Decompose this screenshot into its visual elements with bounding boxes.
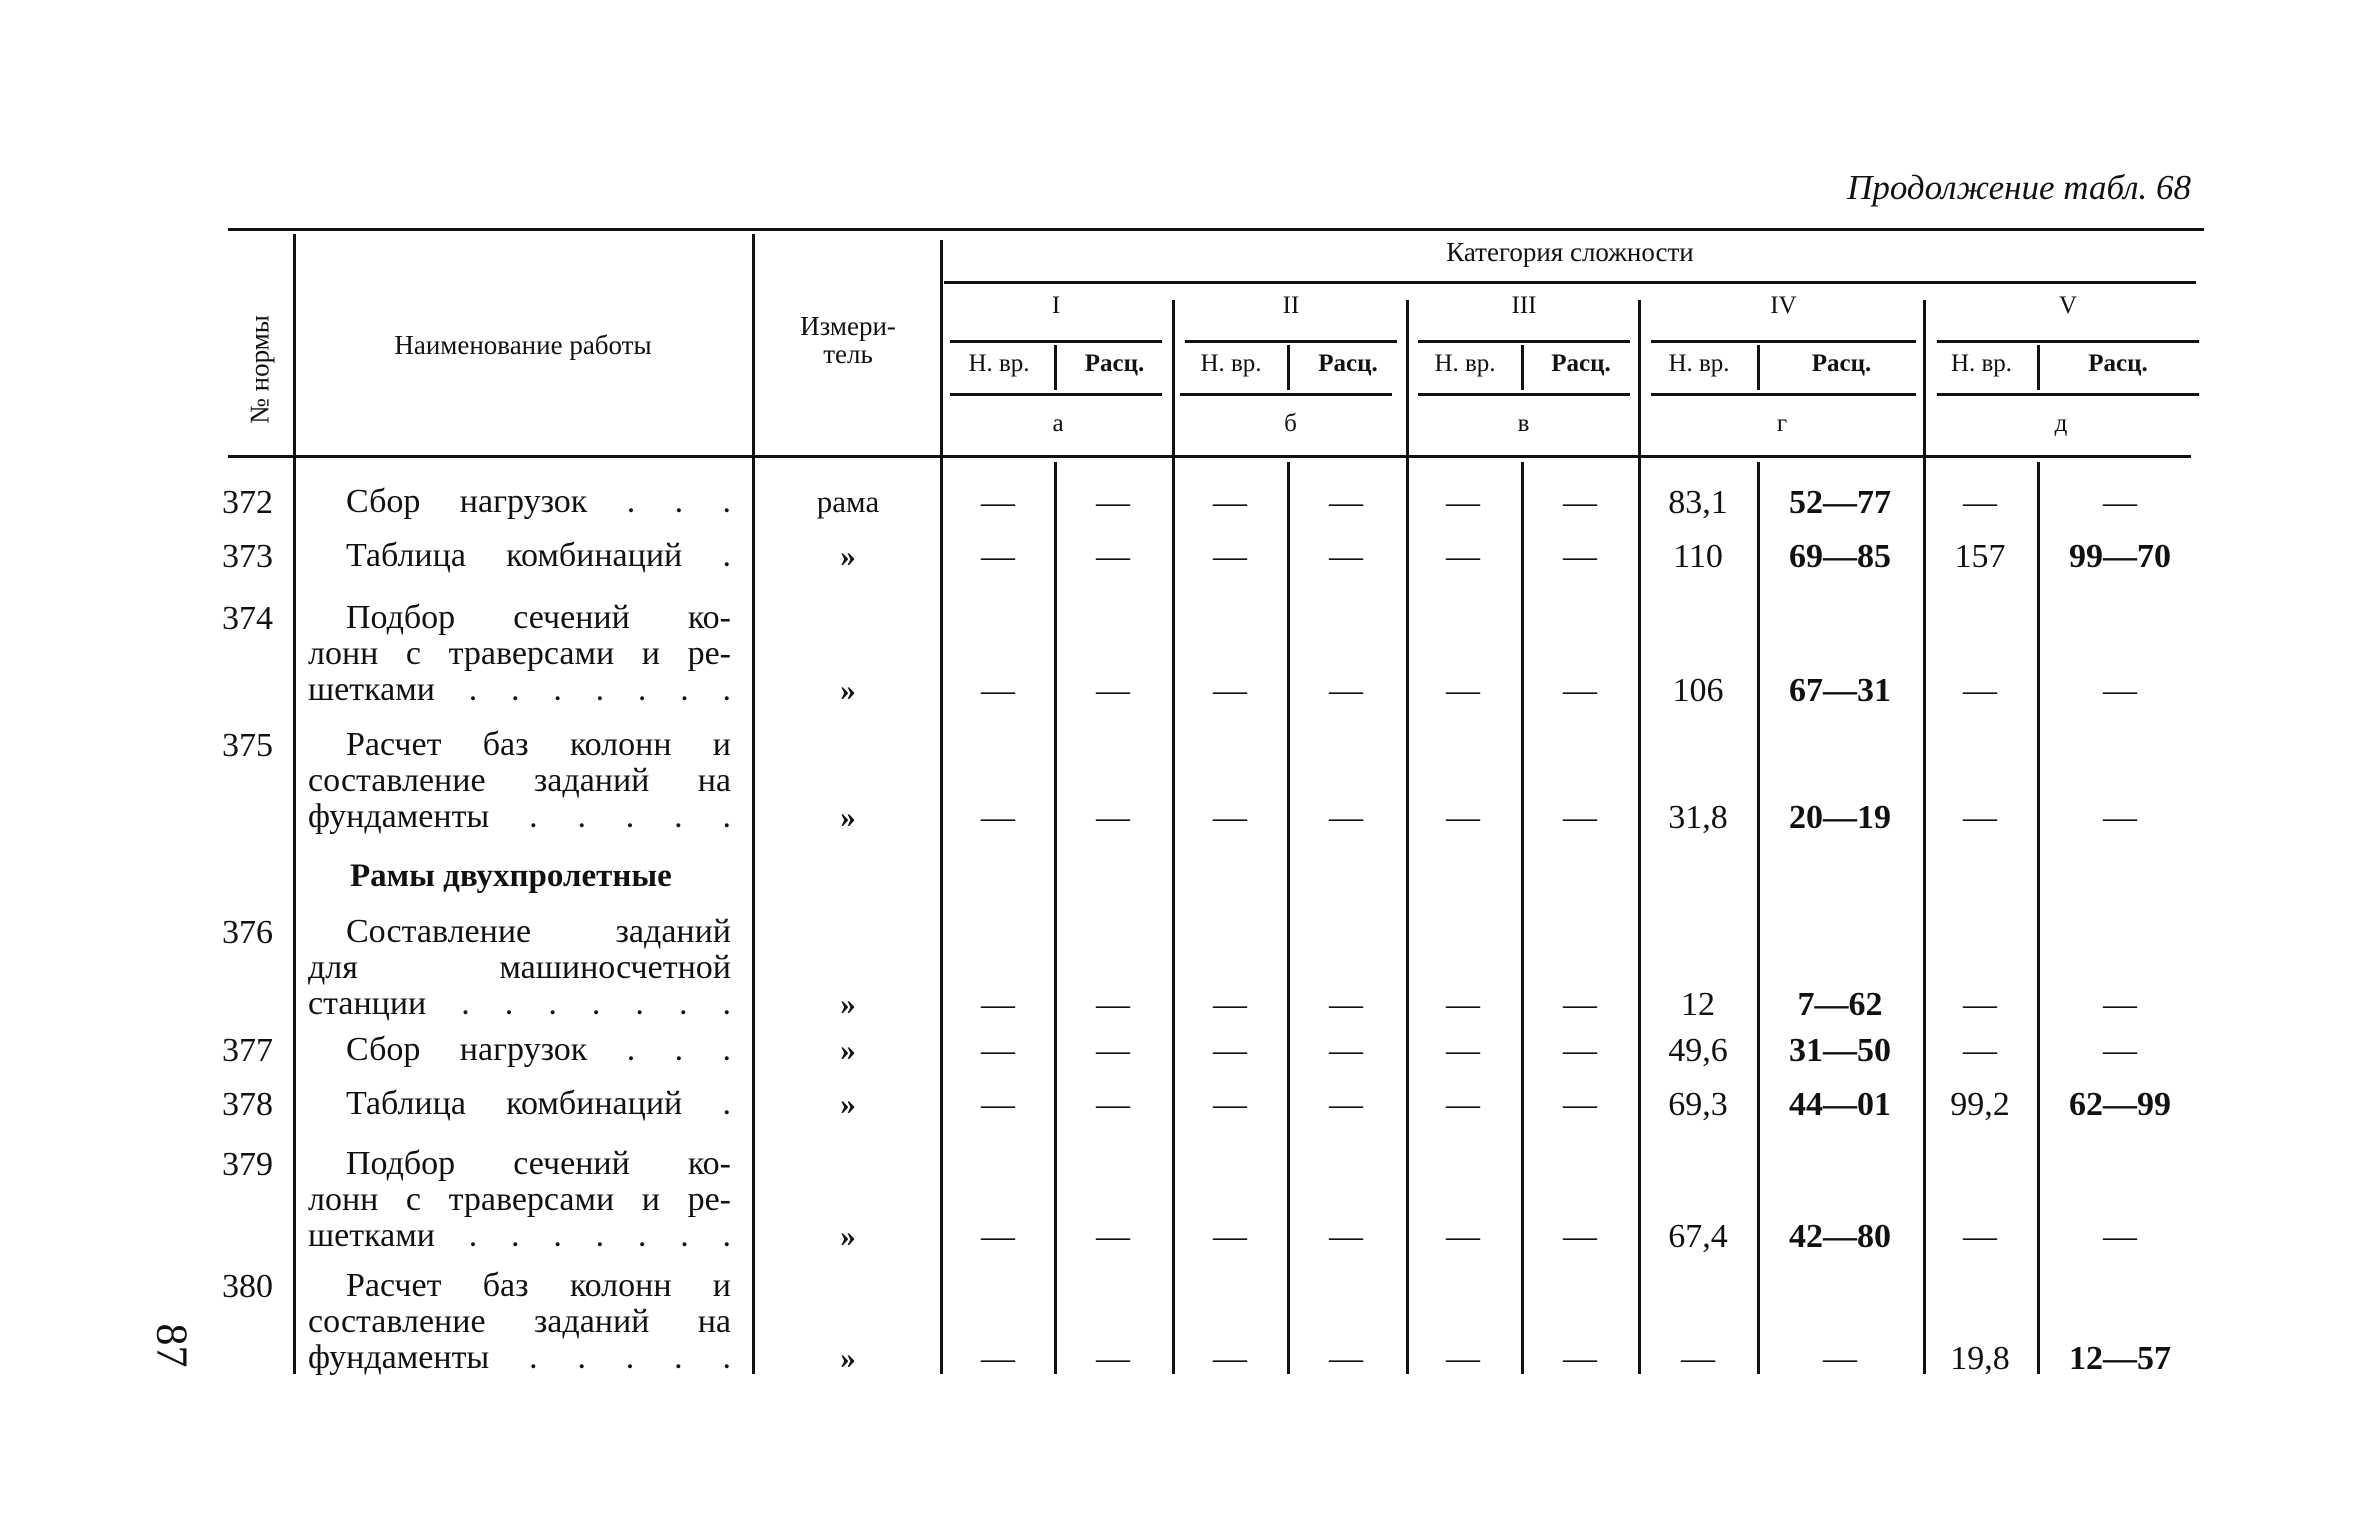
rate-cell: 99—70 bbox=[2069, 538, 2171, 575]
rate-cell: 42—80 bbox=[1789, 1218, 1891, 1255]
rate-cell: 12—57 bbox=[2069, 1340, 2171, 1377]
header-norm-number: № нормы bbox=[244, 315, 275, 424]
norm-time-cell: 99,2 bbox=[1950, 1086, 2010, 1123]
work-name-line: Подбор сечений ко- bbox=[346, 599, 731, 636]
norm-time-cell: — bbox=[1963, 1218, 1997, 1255]
norm-time-cell: — bbox=[1446, 986, 1480, 1023]
group-rule bbox=[1937, 340, 2199, 343]
rate-cell: — bbox=[1563, 799, 1597, 836]
norm-number: 380 bbox=[222, 1268, 273, 1305]
norm-time-cell: — bbox=[1963, 672, 1997, 709]
work-name-line: станции . . . . . . . bbox=[308, 985, 731, 1022]
rate-cell: — bbox=[2103, 1218, 2137, 1255]
norm-time-cell: — bbox=[981, 672, 1015, 709]
group-letter: д bbox=[2054, 410, 2068, 437]
header-work-name: Наименование работы bbox=[394, 330, 652, 360]
work-name-line: для машиносчетной bbox=[308, 949, 731, 986]
norm-time-cell: — bbox=[981, 538, 1015, 575]
norm-number: 374 bbox=[222, 600, 273, 637]
rate-cell: — bbox=[1563, 484, 1597, 521]
rate-cell: 69—85 bbox=[1789, 538, 1891, 575]
norm-time-cell: — bbox=[1213, 1218, 1247, 1255]
rate-cell: — bbox=[1096, 1032, 1130, 1069]
norm-time-cell: 110 bbox=[1673, 538, 1723, 575]
norm-time-cell: 157 bbox=[1954, 538, 2006, 575]
subheader-nvr: Н. вр. bbox=[968, 350, 1030, 377]
norm-time-cell: — bbox=[981, 484, 1015, 521]
rate-cell: — bbox=[1096, 484, 1130, 521]
norm-time-cell: 49,6 bbox=[1668, 1032, 1728, 1069]
work-name-line: Сбор нагрузок . . . bbox=[346, 483, 731, 520]
group-rule bbox=[1651, 340, 1916, 343]
work-name-line: Таблица комбинаций . bbox=[346, 537, 731, 574]
work-name-line: Сбор нагрузок . . . bbox=[346, 1031, 731, 1068]
norm-time-cell: — bbox=[1213, 484, 1247, 521]
rate-cell: 62—99 bbox=[2069, 1086, 2171, 1123]
rate-cell: — bbox=[1096, 986, 1130, 1023]
norm-number: 376 bbox=[222, 914, 273, 951]
work-name-line: Расчет баз колонн и bbox=[346, 1267, 731, 1304]
section-heading: Рамы двухпролетные bbox=[350, 858, 672, 894]
norm-time-cell: — bbox=[1446, 1218, 1480, 1255]
rate-cell: 20—19 bbox=[1789, 799, 1891, 836]
norm-time-cell: — bbox=[1213, 672, 1247, 709]
header-unit: Измери- тель bbox=[800, 311, 896, 369]
norm-time-cell: — bbox=[1963, 799, 1997, 836]
norm-time-cell: — bbox=[1446, 672, 1480, 709]
col-divider bbox=[1054, 462, 1057, 1374]
rate-cell: — bbox=[1563, 538, 1597, 575]
subheader-rasc: Расц. bbox=[1811, 350, 1872, 377]
norm-time-cell: — bbox=[1963, 1032, 1997, 1069]
norm-number: 372 bbox=[222, 484, 273, 521]
col-divider bbox=[1172, 300, 1175, 1374]
rate-cell: — bbox=[1329, 986, 1363, 1023]
work-name-line: составление заданий на bbox=[308, 1303, 731, 1340]
norm-time-cell: — bbox=[1213, 538, 1247, 575]
norm-time-cell: — bbox=[1681, 1340, 1715, 1377]
col-divider bbox=[1923, 300, 1926, 1374]
rate-cell: — bbox=[1329, 1086, 1363, 1123]
norm-time-cell: — bbox=[1446, 799, 1480, 836]
norm-time-cell: — bbox=[1963, 484, 1997, 521]
group-rule bbox=[1418, 340, 1630, 343]
norm-time-cell: — bbox=[1213, 799, 1247, 836]
subheader-rasc: Расц. bbox=[1318, 350, 1378, 377]
subheader-rasc: Расц. bbox=[2088, 350, 2148, 377]
unit-cell: » bbox=[840, 1032, 856, 1067]
norm-time-cell: — bbox=[981, 1340, 1015, 1377]
rate-cell: 31—50 bbox=[1789, 1032, 1891, 1069]
rate-cell: — bbox=[2103, 672, 2137, 709]
subheader-nvr: Н. вр. bbox=[1434, 350, 1496, 377]
subheader-rasc: Расц. bbox=[1551, 350, 1611, 377]
norm-time-cell: — bbox=[1446, 484, 1480, 521]
work-name-line: лонн с траверсами и ре- bbox=[308, 1181, 731, 1218]
norm-time-cell: — bbox=[981, 799, 1015, 836]
rate-cell: — bbox=[1563, 672, 1597, 709]
rate-cell: 52—77 bbox=[1789, 484, 1891, 521]
col-divider bbox=[1406, 300, 1409, 1374]
rate-cell: — bbox=[1096, 538, 1130, 575]
work-name-line: шетками . . . . . . . bbox=[308, 671, 731, 708]
col-divider bbox=[1757, 462, 1760, 1374]
norm-time-cell: — bbox=[981, 1218, 1015, 1255]
subheader-rasc: Расц. bbox=[1084, 350, 1145, 377]
unit-cell: » bbox=[840, 986, 856, 1021]
group-rule bbox=[1937, 393, 2199, 396]
unit-cell: » bbox=[840, 1340, 856, 1375]
norm-time-cell: 67,4 bbox=[1668, 1218, 1728, 1255]
group-roman: III bbox=[1511, 292, 1537, 319]
unit-cell: » bbox=[840, 538, 856, 573]
work-name-line: Составление заданий bbox=[346, 913, 731, 950]
category-rule bbox=[944, 281, 2196, 284]
work-name-line: Таблица комбинаций . bbox=[346, 1085, 731, 1122]
rate-cell: — bbox=[1096, 1340, 1130, 1377]
rate-cell: — bbox=[1329, 1218, 1363, 1255]
rate-cell: — bbox=[1563, 1032, 1597, 1069]
norm-time-cell: — bbox=[981, 986, 1015, 1023]
norm-number: 375 bbox=[222, 727, 273, 764]
norm-time-cell: — bbox=[1213, 986, 1247, 1023]
work-name-line: фундаменты . . . . . bbox=[308, 1339, 731, 1376]
norm-time-cell: 31,8 bbox=[1668, 799, 1728, 836]
norm-time-cell: — bbox=[981, 1032, 1015, 1069]
unit-cell: » bbox=[840, 672, 856, 707]
rate-cell: — bbox=[1823, 1340, 1857, 1377]
unit-cell: рама bbox=[816, 484, 880, 519]
rate-cell: — bbox=[1563, 1086, 1597, 1123]
group-letter: г bbox=[1776, 410, 1788, 437]
rate-cell: — bbox=[1563, 1218, 1597, 1255]
col-divider bbox=[2037, 462, 2040, 1374]
rate-cell: 67—31 bbox=[1789, 672, 1891, 709]
norm-time-cell: 69,3 bbox=[1668, 1086, 1728, 1123]
work-name-line: шетками . . . . . . . bbox=[308, 1217, 731, 1254]
norm-time-cell: — bbox=[1213, 1340, 1247, 1377]
rate-cell: — bbox=[1329, 1340, 1363, 1377]
rate-cell: — bbox=[1096, 799, 1130, 836]
group-roman: II bbox=[1282, 292, 1300, 319]
col-divider bbox=[1638, 300, 1641, 1374]
col-divider bbox=[1521, 462, 1524, 1374]
page-number: 87 bbox=[147, 1323, 197, 1368]
rate-cell: — bbox=[1329, 799, 1363, 836]
norm-time-cell: 106 bbox=[1672, 672, 1724, 709]
group-rule bbox=[1185, 340, 1397, 343]
col-divider bbox=[752, 234, 755, 1374]
work-name-line: лонн с траверсами и ре- bbox=[308, 635, 731, 672]
rate-cell: — bbox=[1096, 1086, 1130, 1123]
norm-time-cell: 19,8 bbox=[1950, 1340, 2010, 1377]
group-roman: IV bbox=[1770, 292, 1797, 319]
group-rule bbox=[950, 340, 1162, 343]
col-divider bbox=[293, 234, 296, 1374]
subheader-nvr: Н. вр. bbox=[1668, 350, 1730, 377]
group-letter: в bbox=[1517, 410, 1530, 437]
norm-time-cell: 83,1 bbox=[1668, 484, 1728, 521]
rate-cell: 7—62 bbox=[1797, 986, 1883, 1023]
norm-number: 379 bbox=[222, 1146, 273, 1183]
unit-cell: » bbox=[840, 799, 856, 834]
rate-cell: — bbox=[1096, 672, 1130, 709]
work-name-line: составление заданий на bbox=[308, 762, 731, 799]
group-roman: I bbox=[1051, 292, 1061, 319]
work-name-line: фундаменты . . . . . bbox=[308, 798, 731, 835]
norm-time-cell: — bbox=[981, 1086, 1015, 1123]
rate-cell: — bbox=[2103, 484, 2137, 521]
unit-cell: » bbox=[840, 1218, 856, 1253]
norm-number: 373 bbox=[222, 538, 273, 575]
header-category: Категория сложности bbox=[1446, 237, 1694, 267]
table-caption: Продолжение табл. 68 bbox=[1847, 168, 2191, 207]
rate-cell: — bbox=[1329, 672, 1363, 709]
norm-number: 378 bbox=[222, 1086, 273, 1123]
group-rule bbox=[950, 393, 1162, 396]
rate-cell: — bbox=[1096, 1218, 1130, 1255]
subheader-nvr: Н. вр. bbox=[1950, 350, 2013, 377]
rate-cell: — bbox=[1563, 1340, 1597, 1377]
norm-time-cell: — bbox=[1446, 1086, 1480, 1123]
unit-cell: » bbox=[840, 1086, 856, 1121]
rate-cell: — bbox=[1563, 986, 1597, 1023]
rate-cell: — bbox=[2103, 799, 2137, 836]
group-letter: б bbox=[1284, 410, 1297, 437]
rate-cell: — bbox=[1329, 1032, 1363, 1069]
norm-time-cell: — bbox=[1446, 538, 1480, 575]
header-bottom-rule bbox=[228, 455, 2191, 458]
rate-cell: — bbox=[2103, 986, 2137, 1023]
rate-cell: — bbox=[2103, 1032, 2137, 1069]
norm-time-cell: — bbox=[1213, 1032, 1247, 1069]
norm-time-cell: 12 bbox=[1681, 986, 1715, 1023]
subheader-nvr: Н. вр. bbox=[1200, 350, 1262, 377]
norm-time-cell: — bbox=[1446, 1340, 1480, 1377]
group-rule bbox=[1180, 393, 1392, 396]
work-name-line: Расчет баз колонн и bbox=[346, 726, 731, 763]
rate-cell: 44—01 bbox=[1789, 1086, 1891, 1123]
norm-time-cell: — bbox=[1213, 1086, 1247, 1123]
work-name-line: Подбор сечений ко- bbox=[346, 1145, 731, 1182]
norm-time-cell: — bbox=[1963, 986, 1997, 1023]
table-top-rule bbox=[228, 228, 2204, 231]
group-letter: а bbox=[1052, 410, 1064, 437]
rate-cell: — bbox=[1329, 484, 1363, 521]
group-rule bbox=[1418, 393, 1630, 396]
norm-number: 377 bbox=[222, 1032, 273, 1069]
col-divider bbox=[1287, 462, 1290, 1374]
group-rule bbox=[1651, 393, 1916, 396]
rate-cell: — bbox=[1329, 538, 1363, 575]
group-roman: V bbox=[2058, 292, 2078, 319]
norm-time-cell: — bbox=[1446, 1032, 1480, 1069]
